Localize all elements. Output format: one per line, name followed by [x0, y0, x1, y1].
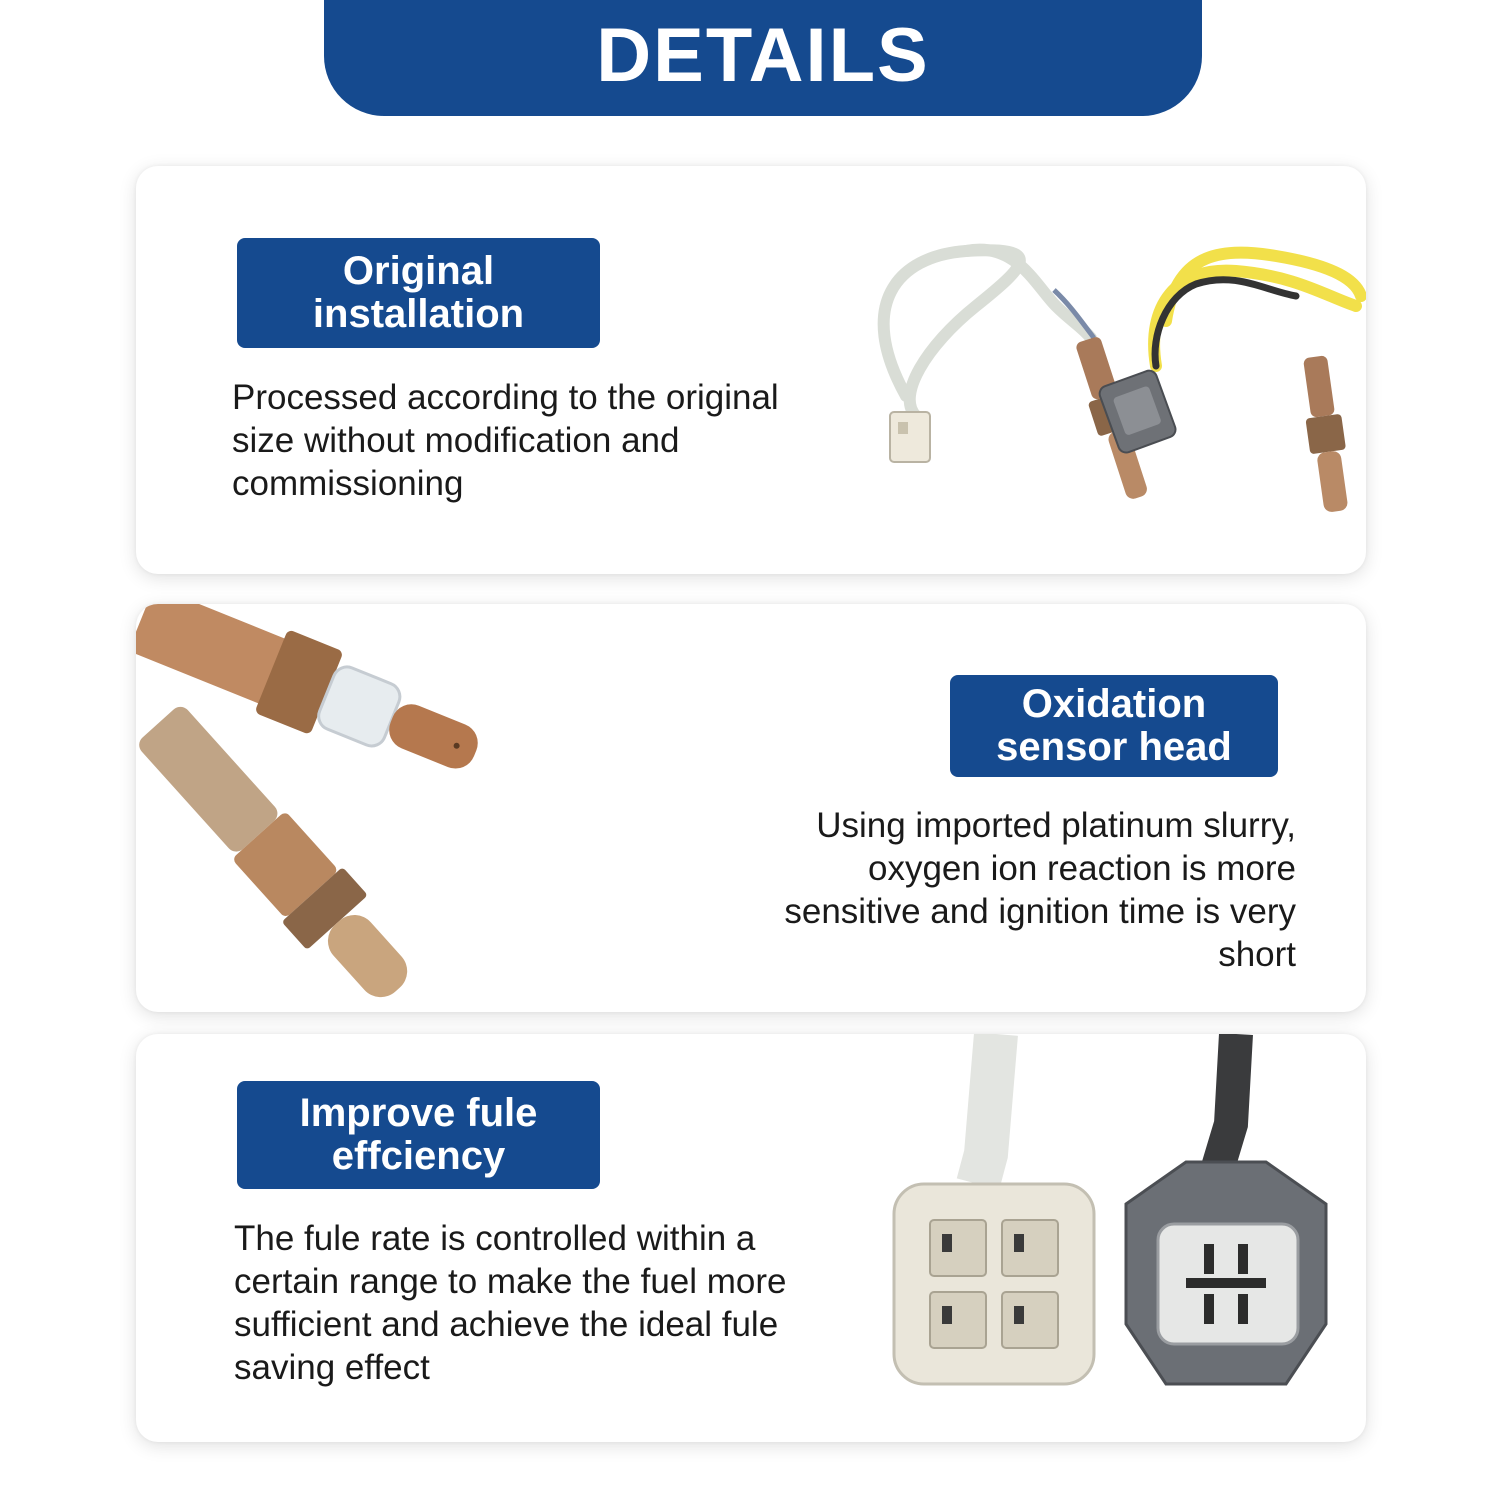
detail-card-original-installation [136, 166, 1366, 574]
feature-tag-line1: Improve fule [299, 1091, 538, 1135]
feature-description: Using imported platinum slurry, oxygen ion reaction is more sensitive and ignition time is very short [784, 806, 1296, 974]
feature-tag [237, 1081, 600, 1189]
sensor-heads-image [136, 604, 496, 1012]
feature-tag-line2: effciency [331, 1134, 506, 1178]
detail-card-oxidation-sensor-head [136, 604, 1366, 1012]
feature-tag-line1: Oxidation [1021, 682, 1207, 726]
feature-tag-line1: Original [342, 249, 495, 293]
header-banner [324, 0, 1202, 116]
feature-tag-line2: installation [312, 292, 525, 336]
page-title: DETAILS [596, 12, 930, 98]
feature-description: The fule rate is controlled within a certain range to make the fuel more sufficient and achieve the ideal fule saving effect [234, 1219, 787, 1387]
feature-tag-line2: sensor head [996, 725, 1232, 769]
feature-tag [237, 238, 600, 348]
feature-description: Processed according to the original size without modification and commissioning [232, 378, 779, 503]
oxygen-sensors-image [856, 226, 1366, 546]
connector-plugs-image [886, 1034, 1346, 1442]
detail-card-fuel-efficiency [136, 1034, 1366, 1442]
feature-tag [950, 675, 1278, 777]
